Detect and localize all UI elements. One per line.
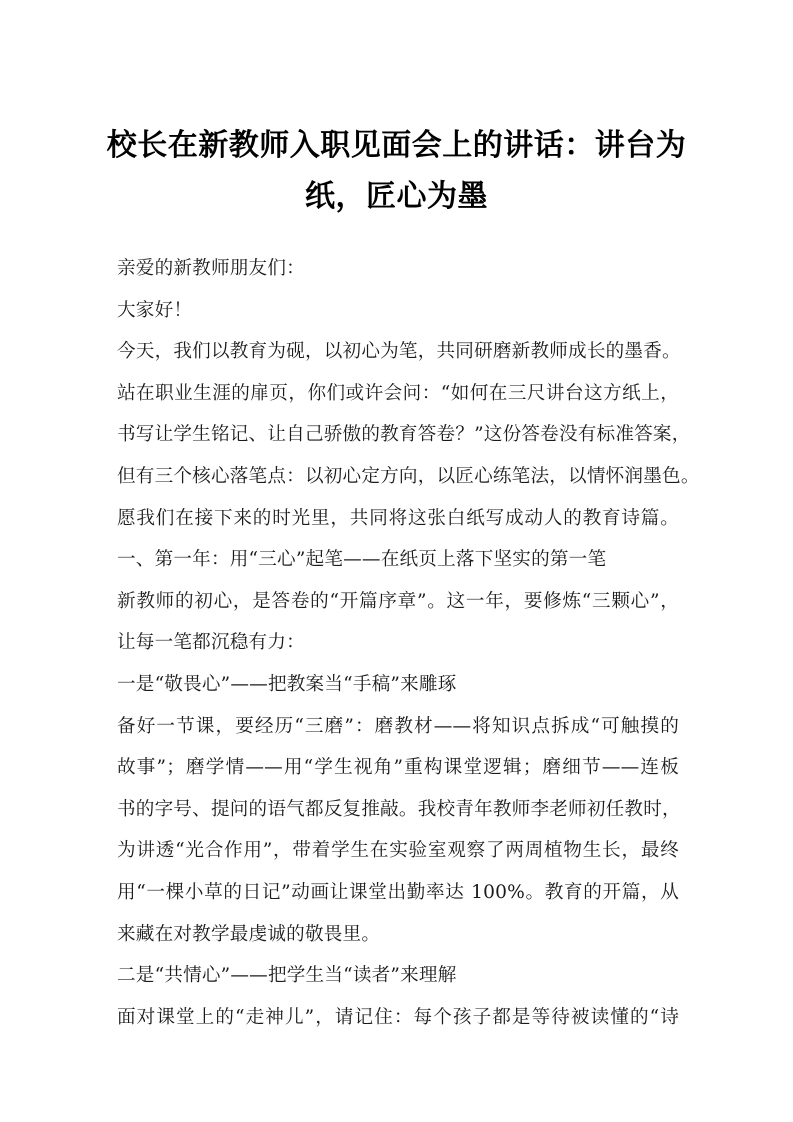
title-line-1: 校长在新教师入职见面会上的讲话：讲台为 bbox=[106, 128, 687, 163]
paragraph-line: 亲爱的新教师朋友们： bbox=[117, 258, 305, 279]
paragraph-line: 新教师的初心，是答卷的“开篇序章”。这一年，要修炼“三颗心”， bbox=[117, 590, 679, 612]
paragraph-line: 站在职业生涯的扉页，你们或许会问：“如何在三尺讲台这方纸上， bbox=[117, 382, 679, 404]
paragraph-line: 大家好！ bbox=[117, 299, 193, 321]
paragraph-line: 为讲透“光合作用”，带着学生在实验室观察了两周植物生长，最终 bbox=[117, 840, 679, 862]
paragraph-line: 备好一节课，要经历“三磨”：磨教材——将知识点拆成“可触摸的 bbox=[117, 715, 679, 737]
paragraph-line: 一是“敬畏心”——把教案当“手稿”来雕琢 bbox=[117, 673, 457, 695]
paragraph-line: 书的字号、提问的语气都反复推敲。我校青年教师李老师初任教时， bbox=[117, 798, 681, 820]
paragraph-line: 用“一棵小草的日记”动画让课堂出勤率达 100%。教育的开篇，从 bbox=[117, 881, 679, 903]
paragraph-line: 愿我们在接下来的时光里，共同将这张白纸写成动人的教育诗篇。 bbox=[117, 507, 679, 529]
paragraph-line: 面对课堂上的“走神儿”，请记住：每个孩子都是等待被读懂的“诗 bbox=[117, 1006, 679, 1028]
paragraph-line: 书写让学生铭记、让自己骄傲的教育答卷？”这份答卷没有标准答案， bbox=[117, 424, 691, 446]
paragraph-line: 来藏在对教学最虔诚的敬畏里。 bbox=[117, 923, 381, 945]
paragraph-line: 故事”；磨学情——用“学生视角”重构课堂逻辑；磨细节——连板 bbox=[117, 757, 679, 779]
paragraph-line: 二是“共情心”——把学生当“读者”来理解 bbox=[117, 965, 457, 987]
paragraph-line: 今天，我们以教育为砚，以初心为笔，共同研磨新教师成长的墨香。 bbox=[117, 341, 681, 363]
paragraph-line: 让每一笔都沉稳有力： bbox=[117, 632, 305, 654]
document-body bbox=[117, 248, 700, 1038]
title-line-2: 纸，匠心为墨 bbox=[305, 179, 488, 214]
paragraph-line: 一、第一年：用“三心”起笔——在纸页上落下坚实的第一笔 bbox=[117, 549, 607, 571]
document-title bbox=[100, 120, 693, 222]
paragraph-line: 但有三个核心落笔点：以初心定方向，以匠心练笔法，以情怀润墨色。 bbox=[117, 465, 700, 487]
